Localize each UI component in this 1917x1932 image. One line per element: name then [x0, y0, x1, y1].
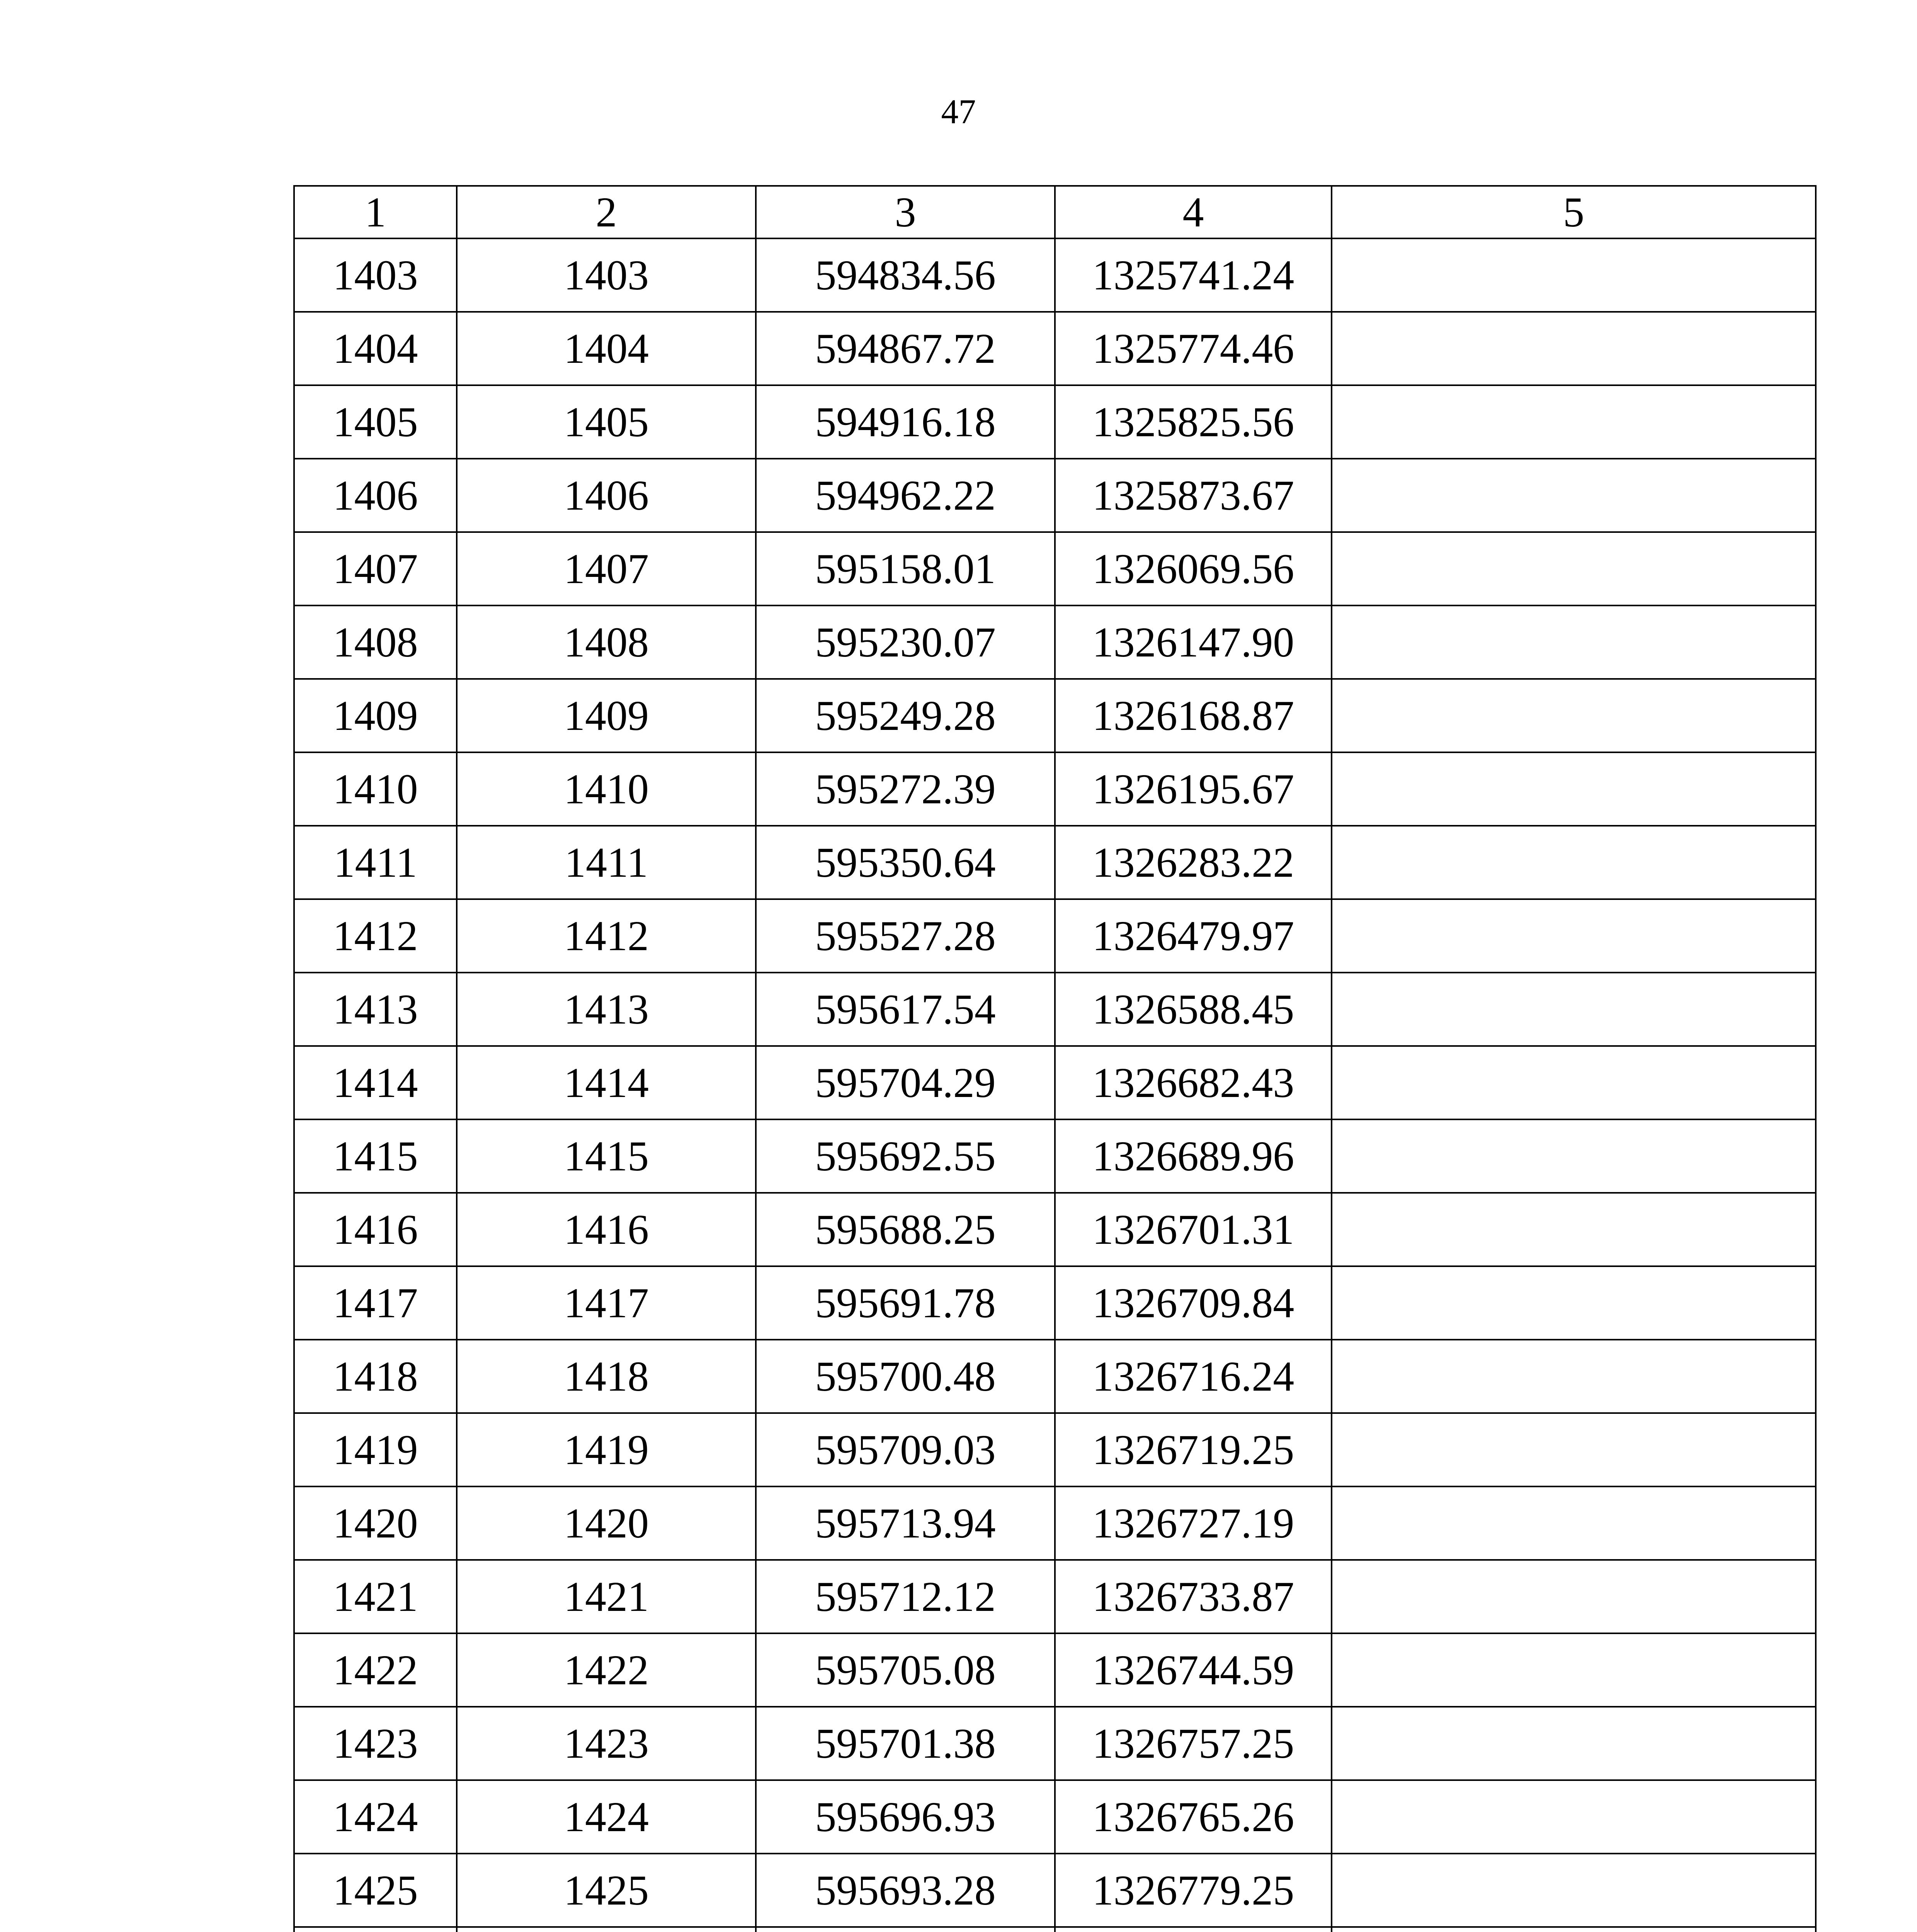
table-cell: 1418 — [294, 1340, 457, 1413]
table-cell: 595692.55 — [756, 1119, 1055, 1193]
table-cell — [1332, 312, 1816, 385]
table-cell: 1407 — [294, 532, 457, 605]
table-cell: 1406 — [457, 459, 756, 532]
table-cell: 1325873.67 — [1055, 459, 1332, 532]
table-cell: 1425 — [294, 1854, 457, 1927]
table-cell: 1421 — [457, 1560, 756, 1633]
table-cell: 1326701.31 — [1055, 1193, 1332, 1266]
table-cell: 1326069.56 — [1055, 532, 1332, 605]
column-header: 2 — [457, 186, 756, 238]
table-cell: 1420 — [294, 1486, 457, 1560]
table-cell: 1422 — [294, 1633, 457, 1707]
table-row — [294, 1340, 1816, 1413]
table-cell — [1332, 899, 1816, 973]
table-cell: 1326719.25 — [1055, 1413, 1332, 1486]
table-cell: 1326727.19 — [1055, 1486, 1332, 1560]
table-cell: 1409 — [294, 679, 457, 752]
table-cell: 1406 — [294, 459, 457, 532]
table-cell: 1326765.26 — [1055, 1780, 1332, 1854]
table-cell: 1421 — [294, 1560, 457, 1633]
table-row — [294, 1854, 1816, 1927]
table-row — [294, 312, 1816, 385]
table-cell: 1405 — [294, 385, 457, 459]
table-row — [294, 1046, 1816, 1119]
table-cell — [1332, 1854, 1816, 1927]
table-cell — [1332, 973, 1816, 1046]
table-cell — [1332, 1486, 1816, 1560]
table-cell: 595272.39 — [756, 752, 1055, 826]
table-cell: 1326716.24 — [1055, 1340, 1332, 1413]
table-cell: 594867.72 — [756, 312, 1055, 385]
table-cell: 1325741.24 — [1055, 238, 1332, 312]
table-cell — [1332, 826, 1816, 899]
table-cell: 1419 — [457, 1413, 756, 1486]
table-cell: 1404 — [457, 312, 756, 385]
table-cell — [1332, 1119, 1816, 1193]
table-cell: 595712.12 — [756, 1560, 1055, 1633]
table-cell: 1416 — [457, 1193, 756, 1266]
table-cell: 595158.01 — [756, 532, 1055, 605]
table-cell — [1332, 752, 1816, 826]
table-cell: 1326283.22 — [1055, 826, 1332, 899]
table-cell: 1424 — [294, 1780, 457, 1854]
table-cell — [756, 1927, 1055, 1932]
table-cell: 1326709.84 — [1055, 1266, 1332, 1340]
table-cell: 1410 — [457, 752, 756, 826]
table-cell: 595696.93 — [756, 1780, 1055, 1854]
table-header — [294, 186, 1816, 238]
table-cell: 1408 — [457, 605, 756, 679]
table-cell — [1332, 1193, 1816, 1266]
table-cell — [1332, 1266, 1816, 1340]
table-cell — [1332, 1633, 1816, 1707]
table-row — [294, 1119, 1816, 1193]
table-cell: 1413 — [294, 973, 457, 1046]
table-cell: 1423 — [294, 1707, 457, 1780]
table-cell: 1412 — [457, 899, 756, 973]
table-row — [294, 1486, 1816, 1560]
table-row — [294, 899, 1816, 973]
table-cell: 1325825.56 — [1055, 385, 1332, 459]
table-row — [294, 1633, 1816, 1707]
column-header: 3 — [756, 186, 1055, 238]
table-row — [294, 1707, 1816, 1780]
table-cell: 595704.29 — [756, 1046, 1055, 1119]
table-row — [294, 1266, 1816, 1340]
column-header: 5 — [1332, 186, 1816, 238]
table-cell: 1326147.90 — [1055, 605, 1332, 679]
table-cell: 1411 — [294, 826, 457, 899]
table-cell: 595230.07 — [756, 605, 1055, 679]
table-cell: 1326479.97 — [1055, 899, 1332, 973]
table-cell — [1332, 1560, 1816, 1633]
table-cell: 595700.48 — [756, 1340, 1055, 1413]
table-cell: 1326588.45 — [1055, 973, 1332, 1046]
table-cell — [1332, 1046, 1816, 1119]
table-cell — [1332, 1413, 1816, 1486]
table-cell: 1404 — [294, 312, 457, 385]
table-cell: 1326733.87 — [1055, 1560, 1332, 1633]
table-cell: 1326779.25 — [1055, 1854, 1332, 1927]
table-cell: 595249.28 — [756, 679, 1055, 752]
table-cell: 1410 — [294, 752, 457, 826]
table-cell: 595709.03 — [756, 1413, 1055, 1486]
table-row — [294, 1927, 1816, 1932]
table-row — [294, 826, 1816, 899]
table-cell: 1412 — [294, 899, 457, 973]
table-cell: 1418 — [457, 1340, 756, 1413]
table-row — [294, 752, 1816, 826]
table-cell: 1408 — [294, 605, 457, 679]
table-cell: 1326689.96 — [1055, 1119, 1332, 1193]
page-number: 47 — [941, 93, 976, 131]
table-cell: 1414 — [294, 1046, 457, 1119]
table-cell: 594834.56 — [756, 238, 1055, 312]
table-row — [294, 1560, 1816, 1633]
table-cell: 595713.94 — [756, 1486, 1055, 1560]
table-cell: 1417 — [457, 1266, 756, 1340]
table-cell: 595350.64 — [756, 826, 1055, 899]
table-row — [294, 459, 1816, 532]
table-cell: 1326168.87 — [1055, 679, 1332, 752]
table-cell: 1424 — [457, 1780, 756, 1854]
table-cell — [1332, 238, 1816, 312]
table-cell: 1409 — [457, 679, 756, 752]
table-cell — [1332, 459, 1816, 532]
table-cell: 1415 — [294, 1119, 457, 1193]
table-cell: 1325774.46 — [1055, 312, 1332, 385]
table-cell — [1332, 605, 1816, 679]
table-row — [294, 1780, 1816, 1854]
table-row — [294, 605, 1816, 679]
table-cell: 1413 — [457, 973, 756, 1046]
table-cell: 1415 — [457, 1119, 756, 1193]
coordinates-table — [293, 185, 1817, 1932]
table-cell: 1403 — [294, 238, 457, 312]
table-cell: 1420 — [457, 1486, 756, 1560]
table-cell: 1417 — [294, 1266, 457, 1340]
header-row — [294, 186, 1816, 238]
table-cell — [1055, 1927, 1332, 1932]
table-row — [294, 1193, 1816, 1266]
table-row — [294, 385, 1816, 459]
table-cell — [1332, 532, 1816, 605]
table-cell: 1411 — [457, 826, 756, 899]
table-cell — [1332, 1707, 1816, 1780]
table-cell — [1332, 1927, 1816, 1932]
table-cell: 1422 — [457, 1633, 756, 1707]
table-cell: 594916.18 — [756, 385, 1055, 459]
table-cell: 1419 — [294, 1413, 457, 1486]
table-cell — [294, 1927, 457, 1932]
table-cell: 1326682.43 — [1055, 1046, 1332, 1119]
table-cell: 1405 — [457, 385, 756, 459]
table-row — [294, 973, 1816, 1046]
column-header: 4 — [1055, 186, 1332, 238]
column-header: 1 — [294, 186, 457, 238]
table-row — [294, 679, 1816, 752]
table-cell — [1332, 385, 1816, 459]
table-cell: 1407 — [457, 532, 756, 605]
table-cell — [1332, 1340, 1816, 1413]
table-cell — [1332, 1780, 1816, 1854]
table-cell — [457, 1927, 756, 1932]
table-cell: 595527.28 — [756, 899, 1055, 973]
table-cell: 595705.08 — [756, 1633, 1055, 1707]
table-cell: 595691.78 — [756, 1266, 1055, 1340]
table-cell: 594962.22 — [756, 459, 1055, 532]
table-cell: 1326757.25 — [1055, 1707, 1332, 1780]
table-cell: 1423 — [457, 1707, 756, 1780]
table-body — [294, 238, 1816, 1932]
table-cell: 1403 — [457, 238, 756, 312]
table-cell: 595693.28 — [756, 1854, 1055, 1927]
table-cell: 1326195.67 — [1055, 752, 1332, 826]
table-cell: 595617.54 — [756, 973, 1055, 1046]
table-cell: 1425 — [457, 1854, 756, 1927]
table-row — [294, 238, 1816, 312]
table-cell — [1332, 679, 1816, 752]
table-row — [294, 1413, 1816, 1486]
table-cell: 595688.25 — [756, 1193, 1055, 1266]
table-cell: 1414 — [457, 1046, 756, 1119]
table-cell: 595701.38 — [756, 1707, 1055, 1780]
table-cell: 1326744.59 — [1055, 1633, 1332, 1707]
table-row — [294, 532, 1816, 605]
table-cell: 1416 — [294, 1193, 457, 1266]
